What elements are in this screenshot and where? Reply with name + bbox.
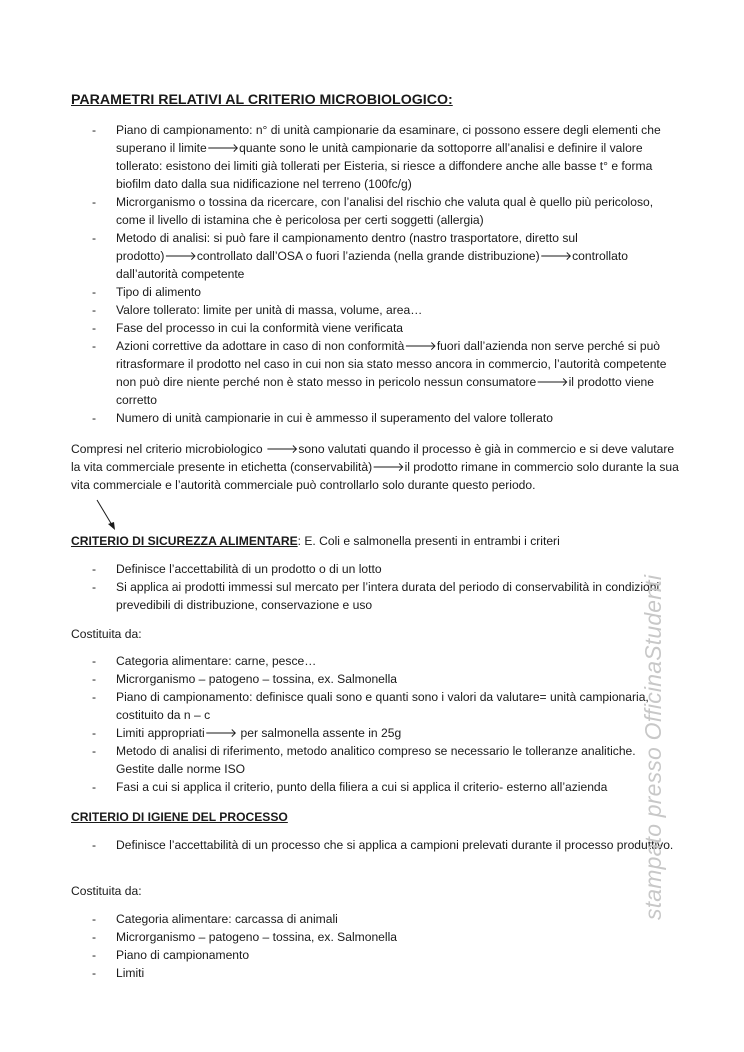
list-item: - Numero di unità campionarie in cui è ammesso il superamento del valore tollerato [0,409,676,427]
food-safety-components-list [0,652,744,796]
list-item: - Categoria alimentare: carne, pesce… [0,652,676,670]
consists-label: Costituita da: [71,627,142,641]
list-item: - Piano di campionamento: definisce quali sono e quanti sono i valori da valutare= unità campionaria, costituito da n – c [0,688,676,724]
microbiological-criterion-paragraph: Compresi nel criterio microbiologico 🡒sono valutati quando il processo è già in commercio e si deve valutare la vita commerciale presente in etichetta (conservabilità)🡒il prodotto rimane in commercio solo durante la sua vita commerciale e l’autorità commerciale può controllarlo solo durante questo periodo. [71,442,679,492]
list-item: - Tipo di alimento [0,283,676,301]
list-item: - Limiti [0,964,676,982]
list-item: - Metodo di analisi di riferimento, metodo analitico compreso se necessario le tolleranze analitiche. Gestite dalle norme ISO [0,742,676,778]
list-item: - Fasi a cui si applica il criterio, punto della filiera a cui si applica il criterio- esterno all’azienda [0,778,676,796]
list-item: - Piano di campionamento [0,946,676,964]
list-item: - Microrganismo o tossina da ricercare, con l’analisi del rischio che valuta qual è quello più pericoloso, come il livello di istamina che è pericolosa per certi soggetti (allergia) [0,193,676,229]
food-safety-criterion-note: : E. Coli e salmonella presenti in entrambi i criteri [297,534,560,548]
process-hygiene-criterion-list [0,836,744,854]
list-item: - Valore tollerato: limite per unità di massa, volume, area… [0,301,676,319]
food-safety-criterion-title: CRITERIO DI SICUREZZA ALIMENTARE [71,534,298,548]
consists-label: Costituita da: [71,884,142,898]
list-item: - Categoria alimentare: carcassa di animali [0,910,676,928]
section-title-microbiological-parameters: PARAMETRI RELATIVI AL CRITERIO MICROBIOLOGICO: [71,92,453,108]
list-item: - Microrganismo – patogeno – tossina, ex. Salmonella [0,928,676,946]
process-hygiene-criterion-title: CRITERIO DI IGIENE DEL PROCESSO [71,810,288,824]
food-safety-criterion-list [0,560,744,614]
microbiological-parameters-list [0,121,744,427]
list-item: - Si applica ai prodotti immessi sul mercato per l’intera durata del periodo di conservabilità in condizioni prevedibili di distribuzione, conservazione e uso [0,578,676,614]
list-item: - Fase del processo in cui la conformità viene verificata [0,319,676,337]
list-item: - Limiti appropriati🡒 per salmonella assente in 25g [0,724,676,742]
list-item: - Azioni correttive da adottare in caso di non conformità🡒fuori dall’azienda non serve perché si può ritrasformare il prodotto nel caso in cui non sia stato messo ancora in commercio, l’autorità competente non può dire niente perché non è stato messo in pericolo nessun consumatore🡒il prodotto viene corretto [0,337,676,409]
list-item: - Microrganismo – patogeno – tossina, ex. Salmonella [0,670,676,688]
watermark: stampato presso OfficinaStudenti [640,574,666,920]
list-item: - Metodo di analisi: si può fare il campionamento dentro (nastro trasportatore, diretto sul prodotto)🡒controllato dall’OSA o fuori l’azienda (nella grande distribuzione)🡒controllato dall’autorità competente [0,229,676,283]
list-item: - Definisce l’accettabilità di un prodotto o di un lotto [0,560,676,578]
list-item: - Piano di campionamento: n° di unità campionarie da esaminare, ci possono essere degli elementi che superano il limite🡒quante sono le unità campionarie da sottoporre all’analisi e definire il valore tollerato: esistono dei limiti già tollerati per Eisteria, si riesce a diffondere anche alle basse t° e forma biofilm dato dalla sua nidificazione nel terreno (100fc/g) [0,121,676,193]
process-hygiene-criterion-heading [71,808,288,826]
list-item: - Definisce l’accettabilità di un processo che si applica a campioni prelevati durante il processo produttivo. [0,836,676,854]
food-safety-criterion-heading [71,532,560,550]
process-hygiene-components-list [0,910,744,982]
pointer-arrow-icon [90,498,124,534]
